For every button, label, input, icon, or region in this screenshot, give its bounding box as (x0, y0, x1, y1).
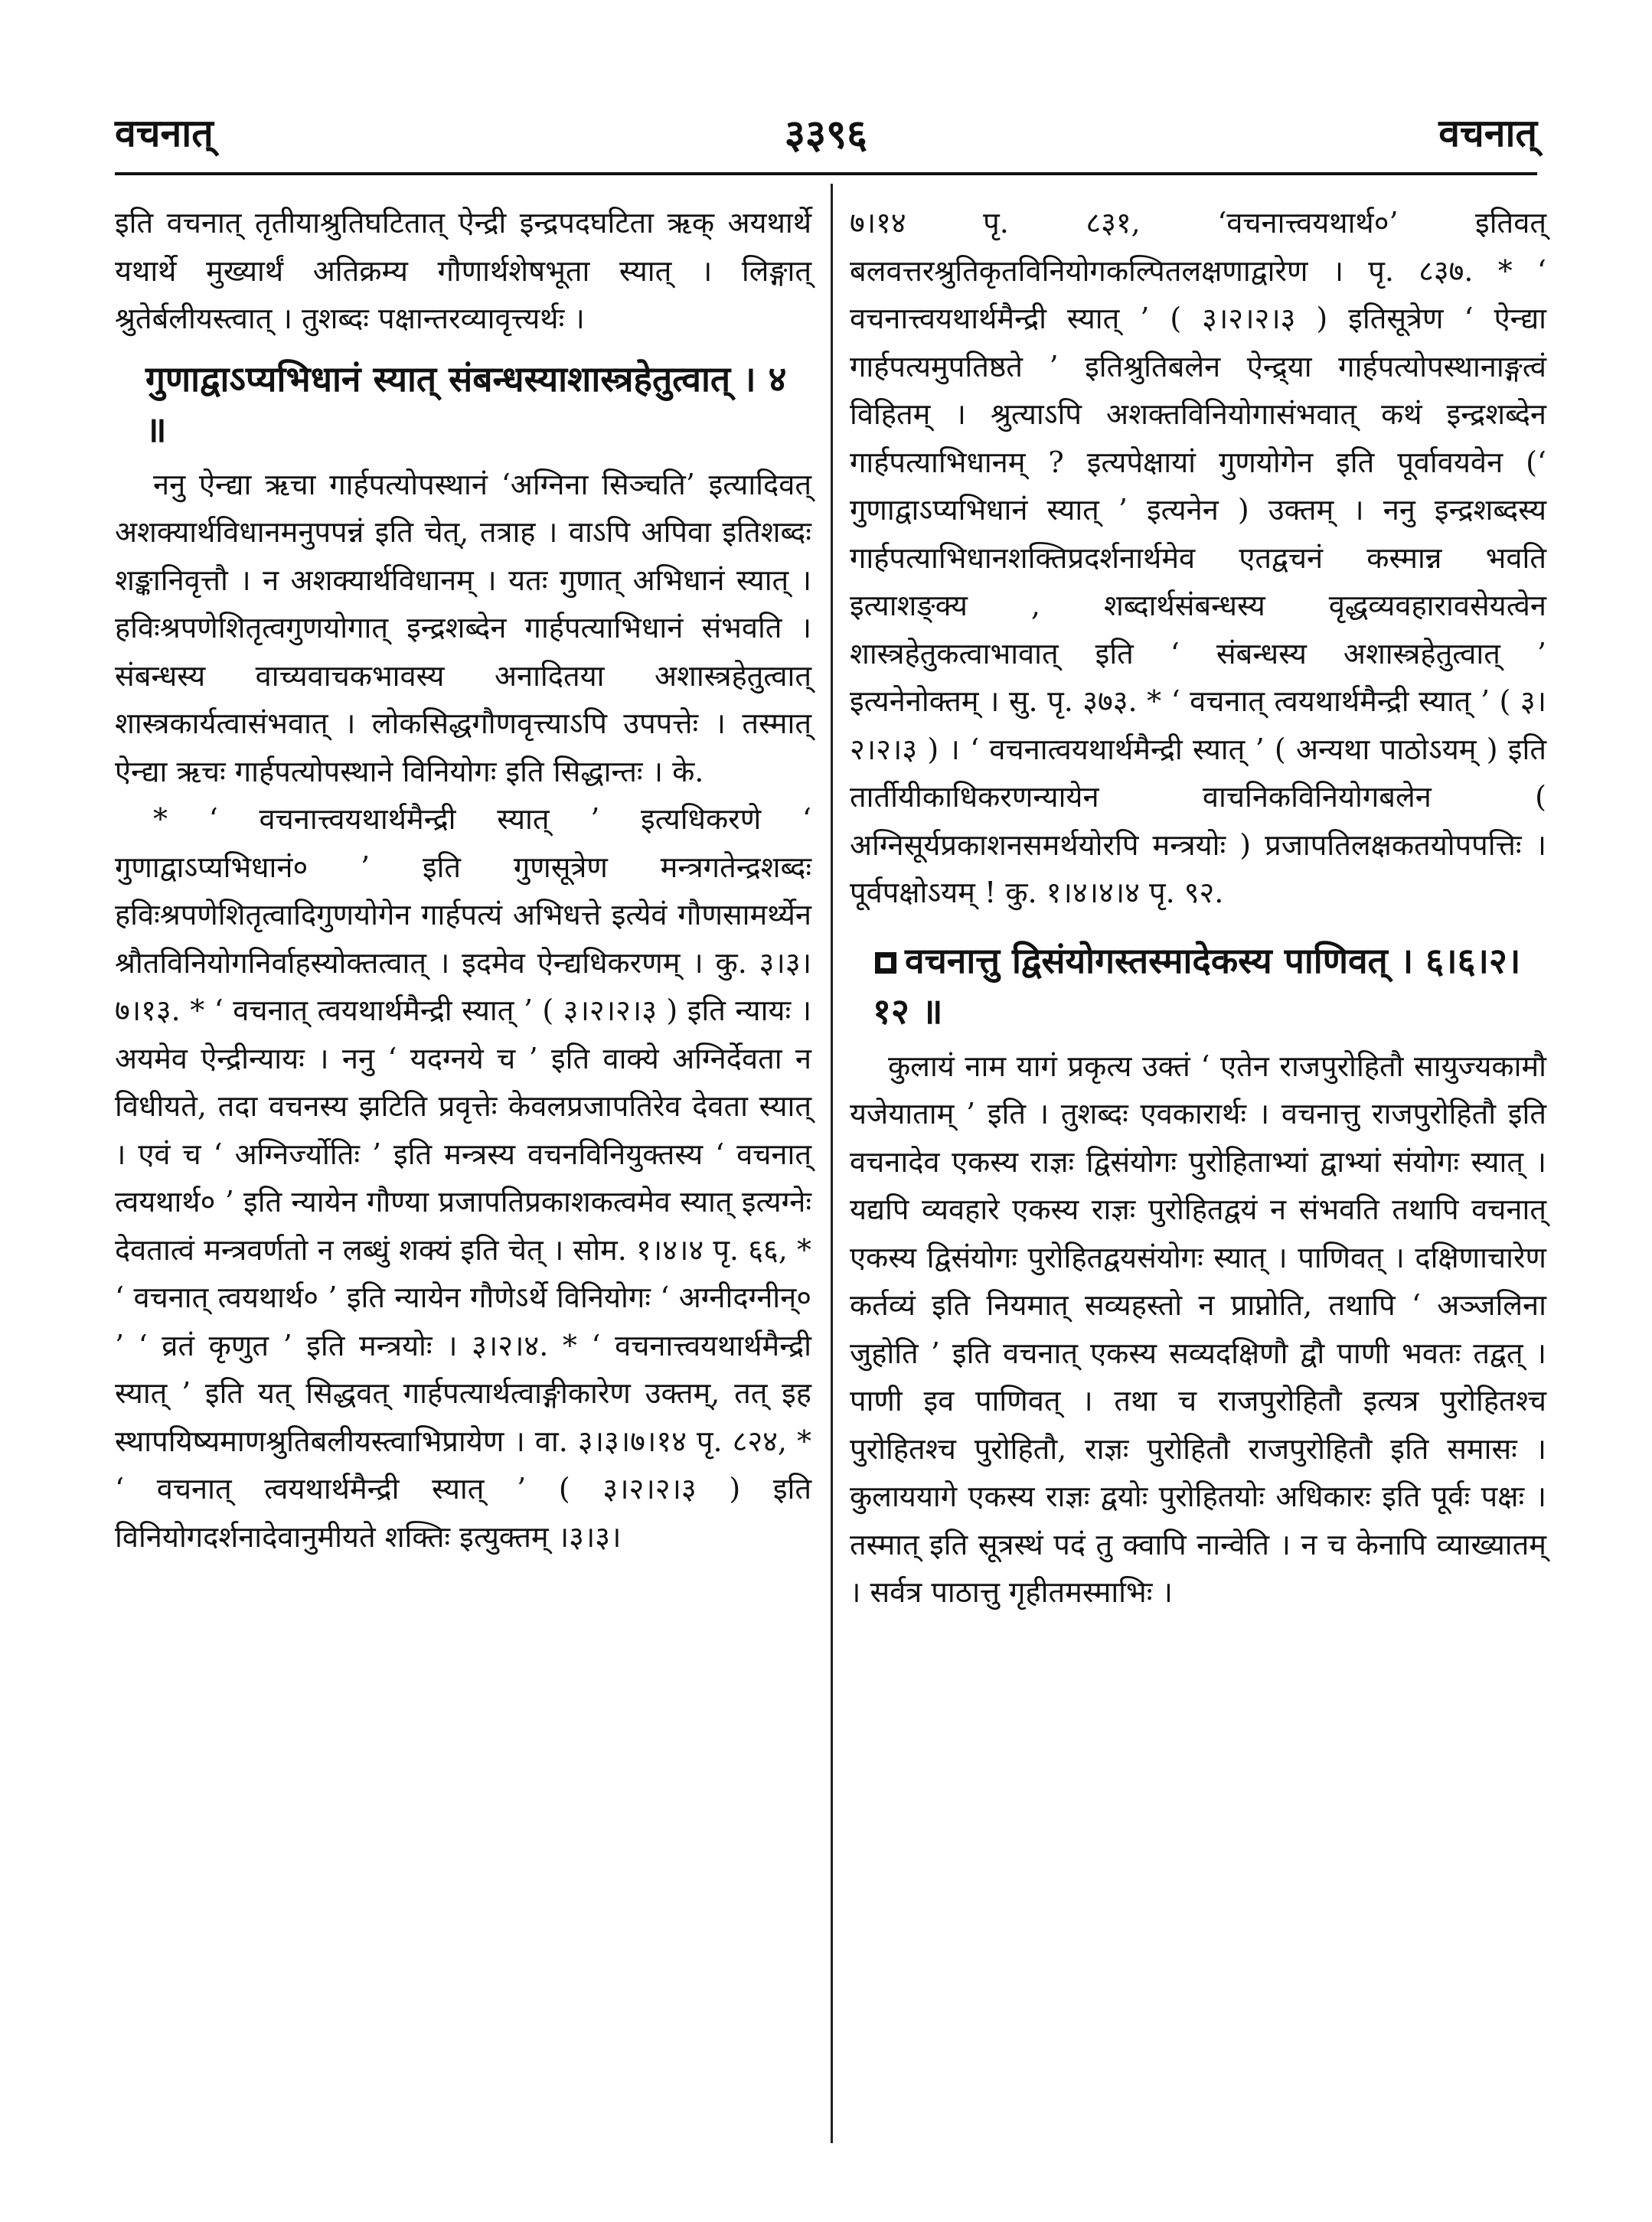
right-column (850, 199, 1546, 1617)
right-para-1: ७।१४ पृ. ८३१, ‘वचनात्त्वयथार्थ०’ इतिवत् बलवत्तरश्रुतिकृतविनियोगकल्पितलक्षणाद्वारेण । पृ. ८३७. * ‘ वचनात्त्वयथार्थमैन्द्री स्यात् ’ ( ३।२।२।३ ) इतिसूत्रेण ‘ ऐन्द्या गार्हपत्यमुपतिष्ठते ’ इतिश्रुतिबलेन ऐन्द्र्या गार्हपत्योपस्थानाङ्गत्वं विहितम् । श्रुत्याऽपि अशक्तविनियोगासंभवात् कथं इन्द्रशब्देन गार्हपत्याभिधानम् ? इत्यपेक्षायां गुणयोगेन इति पूर्वावयवेन (‘ गुणाद्वाऽप्यभिधानं स्यात् ’ इत्यनेन ) उक्तम् । ननु इन्द्रशब्दस्य गार्हपत्याभिधानशक्तिप्रदर्शनार्थमेव एतद्वचनं कस्मान्न भवति इत्याशङ्क्य , शब्दार्थसंबन्धस्य वृद्धव्यवहारावसेयत्वेन शास्त्रहेतुकत्वाभावात् इति ‘ संबन्धस्य अशास्त्रहेतुत्वात् ’ इत्यनेनोक्तम् । सु. पृ. ३७३. * ‘ वचनात् त्वयथार्थमैन्द्री स्यात् ’ ( ३।२।२।३ ) । ‘ वचनात्वयथार्थमैन्द्री स्यात् ’ ( अन्यथा पाठोऽयम् ) इति तार्तीयीकाधिकरणन्यायेन वाचनिकविनियोगबलेन ( अग्निसूर्यप्रकाशनसमर्थयोरपि मन्त्रयोः ) प्रजापतिलक्षकतयोपपत्तिः । पूर्वपक्षोऽयम् ! कु. १।४।४।४ पृ. ९२. (850, 206, 1546, 909)
left-para-3: * ‘ वचनात्त्वयथार्थमैन्द्री स्यात् ’ इत्यधिकरणे ‘ गुणाद्वाऽप्यभिधानं० ’ इति गुणसूत्रेण मन्त्रगतेन्द्रशब्दः हविःश्रपणेशितृत्वादिगुणयोगेन गार्हपत्यं अभिधत्ते इत्येवं गौणसामर्थ्येन श्रौतविनियोगनिर्वाहस्योक्तत्वात् । इदमेव ऐन्द्यधिकरणम् । कु. ३।३।७।१३. * ‘ वचनात् त्वयथार्थमैन्द्री स्यात् ’ ( ३।२।२।३ ) इति न्यायः । अयमेव ऐन्द्रीन्यायः । ननु ‘ यदग्नये च ’ इति वाक्ये अग्निर्देवता न विधीयते, तदा वचनस्य झटिति प्रवृत्तेः केवलप्रजापतिरेव देवता स्यात् । एवं च ‘ अग्निर्ज्योतिः ’ इति मन्त्रस्य वचनविनियुक्तस्य ‘ वचनात् त्वयथार्थ० ’ इति न्यायेन गौण्या प्रजापतिप्रकाशकत्वमेव स्यात् इत्यग्नेः देवतात्वं मन्त्रवर्णतो न लब्धुं शक्यं इति चेत् । सोम. १।४।४ पृ. ६६, * ‘ वचनात् त्वयथार्थ० ’ इति न्यायेन गौणेऽर्थे विनियोगः ‘ अग्नीदग्नीन्० ’ ‘ व्रतं कृणुत ’ इति मन्त्रयोः । ३।२।४. * ‘ वचनात्त्वयथार्थमैन्द्री स्यात् ’ इति यत् सिद्धवत् गार्हपत्यार्थत्वाङ्गीकारेण उक्तम्, तत् इह स्थापयिष्यमाणश्रुतिबलीयस्त्वाभिप्रायेण । वा. ३।३।७।१४ पृ. ८२४, * ‘ वचनात् त्वयथार्थमैन्द्री स्यात् ’ ( ३।२।२।३ ) इति विनियोगदर्शनादेवानुमीयते शक्तिः इत्युक्तम् ।३।३। (115, 802, 811, 1554)
left-column (115, 199, 811, 1561)
left-para-1: इति वचनात् तृतीयाश्रुतिघटितात् ऐन्द्री इन्द्रपदघटिता ऋक् अयथार्थे यथार्थे मुख्यार्थं अतिक्रम्य गौणार्थशेषभूता स्यात् । लिङ्गात् श्रुतेर्बलीयस्त्वात् । तुशब्दः पक्षान्तरव्यावृत्त्यर्थः । (115, 206, 811, 335)
header-rule (115, 172, 1537, 175)
sutra-marker-icon (873, 950, 899, 976)
sutra-heading-text: वचनात्तु द्विसंयोगस्तस्मादेकस्य पाणिवत् । ६।६।२।१२ ॥ (873, 939, 1521, 1032)
header-right-keyword: वचनात् (1438, 110, 1537, 155)
page-header (115, 92, 1537, 176)
column-divider (831, 184, 833, 2143)
right-para-2: कुलायं नाम यागं प्रकृत्य उक्तं ‘ एतेन राजपुरोहितौ सायुज्यकामौ यजेयाताम् ’ इति । तुशब्दः एवकारार्थः । वचनात्तु राजपुरोहितौ इति वचनादेव एकस्य राज्ञः द्विसंयोगः पुरोहिताभ्यां द्वाभ्यां संयोगः स्यात् । यद्यपि व्यवहारे एकस्य राज्ञः पुरोहितद्वयं न संभवति तथापि वचनात् एकस्य द्विसंयोगः पुरोहितद्वयसंयोगः स्यात् । पाणिवत् । दक्षिणाचारेण कर्तव्यं इति नियमात् सव्यहस्तो न प्राप्नोति, तथापि ‘ अञ्जलिना जुहोति ’ इति वचनात् एकस्य सव्यदक्षिणौ द्वौ पाणी भवतः तद्वत् । पाणी इव पाणिवत् । तथा च राजपुरोहितौ इत्यत्र पुरोहितश्च पुरोहितश्च पुरोहितौ, राज्ञः पुरोहितौ राजपुरोहितौ इति समासः । कुलाययागे एकस्य राज्ञः द्वयोः पुरोहितयोः अधिकारः इति पूर्वः पक्षः । तस्मात् इति सूत्रस्थं पदं तु क्वापि नान्वेति । न च केनापि व्याख्यातम् । सर्वत्र पाठात्तु गृहीतमस्माभिः । (850, 1049, 1546, 1609)
header-left-keyword: वचनात् (115, 110, 214, 155)
left-para-2: ननु ऐन्द्या ऋचा गार्हपत्योपस्थानं ‘अग्निना सिञ्चति’ इत्यादिवत् अशक्यार्थविधानमनुपपन्नं इति चेत्, तत्राह । वाऽपि अपिवा इतिशब्दः शङ्कानिवृत्तौ । न अशक्यार्थविधानम् । यतः गुणात् अभिधानं स्यात् । हविःश्रपणेशितृत्वगुणयोगात् इन्द्रशब्देन गार्हपत्याभिधानं संभवति । संबन्धस्य वाच्यवाचकभावस्य अनादितया अशास्त्रहेतुत्वात् शास्त्रकार्यत्वासंभवात् । लोकसिद्धगौणवृत्त्याऽपि उपपत्तेः । तस्मात् ऐन्द्या ऋचः गार्हपत्योपस्थाने विनियोगः इति सिद्धान्तः । के. (115, 467, 811, 788)
sutra-heading-4: गुणाद्वाऽप्यभिधानं स्यात् संबन्धस्याशास्त्रहेतुत्वात् । ४ ॥ (145, 357, 787, 450)
page-number: ३३९६ (784, 111, 868, 158)
sutra-heading-6-6-2-12 (873, 935, 1546, 1036)
